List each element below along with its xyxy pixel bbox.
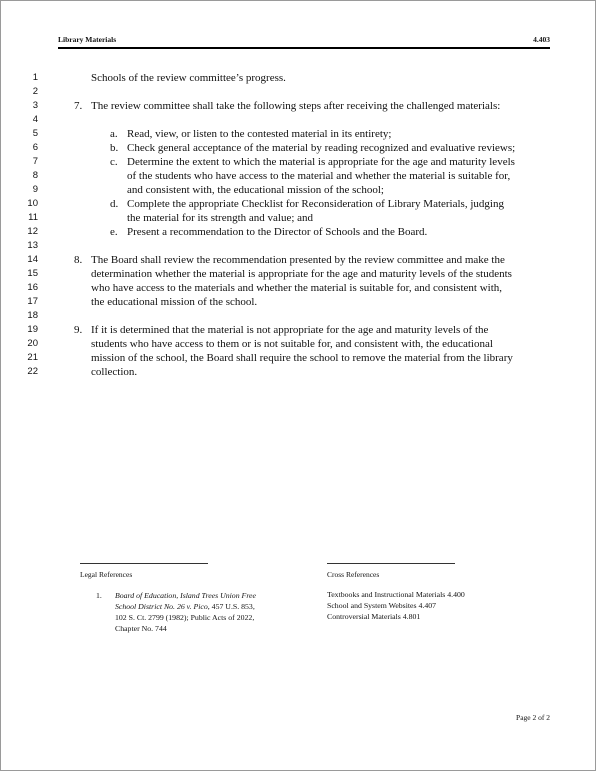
line-number: 12	[27, 226, 38, 237]
item-number: 8.	[74, 254, 83, 266]
item-8-text: determination whether the material is appropriate for the age and maturity levels of the students	[91, 268, 512, 280]
line-number: 22	[27, 366, 38, 377]
item-7-text: The review committee shall take the following steps after receiving the challenged materials:	[91, 100, 501, 112]
line-number: 20	[27, 338, 38, 349]
line-number: 19	[27, 324, 38, 335]
line-number: 13	[27, 240, 38, 251]
legal-references-rule	[80, 563, 208, 564]
page-number: Page 2 of 2	[516, 713, 550, 722]
line-number: 10	[27, 198, 38, 209]
legal-reference-citation: 102 S. Ct. 2799 (1982); Public Acts of 2022,	[115, 613, 255, 622]
body-line: Schools of the review committee’s progress.	[91, 72, 286, 84]
subitem-d-text: the material for its strength and value; and	[127, 212, 314, 224]
item-9-text: If it is determined that the material is not appropriate for the age and maturity levels of the	[91, 324, 489, 336]
header-title: Library Materials	[58, 35, 117, 44]
case-name: School District No. 26 v. Pico	[115, 602, 208, 611]
item-9-text: collection.	[91, 366, 138, 378]
line-number: 7	[32, 156, 38, 167]
item-9-text: students who have access to them or is not suitable for, and consistent with, the educational	[91, 338, 493, 350]
subitem-b-text: Check general acceptance of the material by reading recognized and evaluative reviews;	[127, 142, 516, 154]
legal-references-heading: Legal References	[80, 570, 133, 579]
legal-reference-citation	[115, 602, 255, 613]
subitem-letter: c.	[110, 156, 118, 168]
subitem-letter: a.	[110, 128, 118, 140]
item-8-text: the educational mission of the school.	[91, 296, 258, 308]
subitem-c-text: and consistent with, the educational mission of the school;	[127, 184, 384, 196]
cross-references-heading: Cross References	[327, 570, 380, 579]
subitem-c-text: of the students who have access to the material and whether the material is suitable for,	[127, 170, 511, 182]
item-number: 9.	[74, 324, 83, 336]
line-number: 17	[27, 296, 38, 307]
line-number: 1	[32, 72, 38, 83]
cross-reference-item: School and System Websites 4.407	[327, 601, 437, 610]
item-number: 7.	[74, 100, 83, 112]
page-header	[58, 35, 550, 49]
line-number: 21	[27, 352, 38, 363]
line-number: 9	[32, 184, 38, 195]
item-8-text: The Board shall review the recommendation presented by the review committee and make the	[91, 254, 505, 266]
header-policy-code: 4.403	[533, 35, 550, 44]
line-number: 3	[32, 100, 38, 111]
line-number: 15	[27, 268, 38, 279]
citation-text: , 457 U.S. 853,	[207, 602, 255, 611]
line-number: 4	[32, 114, 38, 125]
line-number: 16	[27, 282, 38, 293]
subitem-e-text: Present a recommendation to the Director of Schools and the Board.	[127, 226, 428, 238]
line-number: 5	[32, 128, 38, 139]
cross-reference-item: Textbooks and Instructional Materials 4.400	[327, 590, 465, 599]
item-9-text: mission of the school, the Board shall require the school to remove the material from the library	[91, 352, 513, 364]
subitem-letter: b.	[110, 142, 119, 154]
subitem-letter: e.	[110, 226, 118, 238]
line-number: 11	[28, 212, 38, 223]
subitem-a-text: Read, view, or listen to the contested material in its entirety;	[127, 128, 392, 140]
cross-reference-item: Controversial Materials 4.801	[327, 612, 421, 621]
line-number: 2	[32, 86, 38, 97]
legal-reference-citation: Board of Education, Island Trees Union Free	[115, 591, 256, 600]
line-number: 8	[32, 170, 38, 181]
line-number: 6	[32, 142, 38, 153]
subitem-d-text: Complete the appropriate Checklist for Reconsideration of Library Materials, judging	[127, 198, 504, 210]
item-8-text: who have access to the materials and whether the material is suitable for, and consistent with,	[91, 282, 503, 294]
cross-references-rule	[327, 563, 455, 564]
subitem-letter: d.	[110, 198, 119, 210]
legal-reference-number: 1.	[96, 591, 102, 600]
legal-reference-citation: Chapter No. 744	[115, 624, 167, 633]
line-number: 14	[27, 254, 38, 265]
line-number: 18	[27, 310, 38, 321]
subitem-c-text: Determine the extent to which the material is appropriate for the age and maturity levels	[127, 156, 515, 168]
